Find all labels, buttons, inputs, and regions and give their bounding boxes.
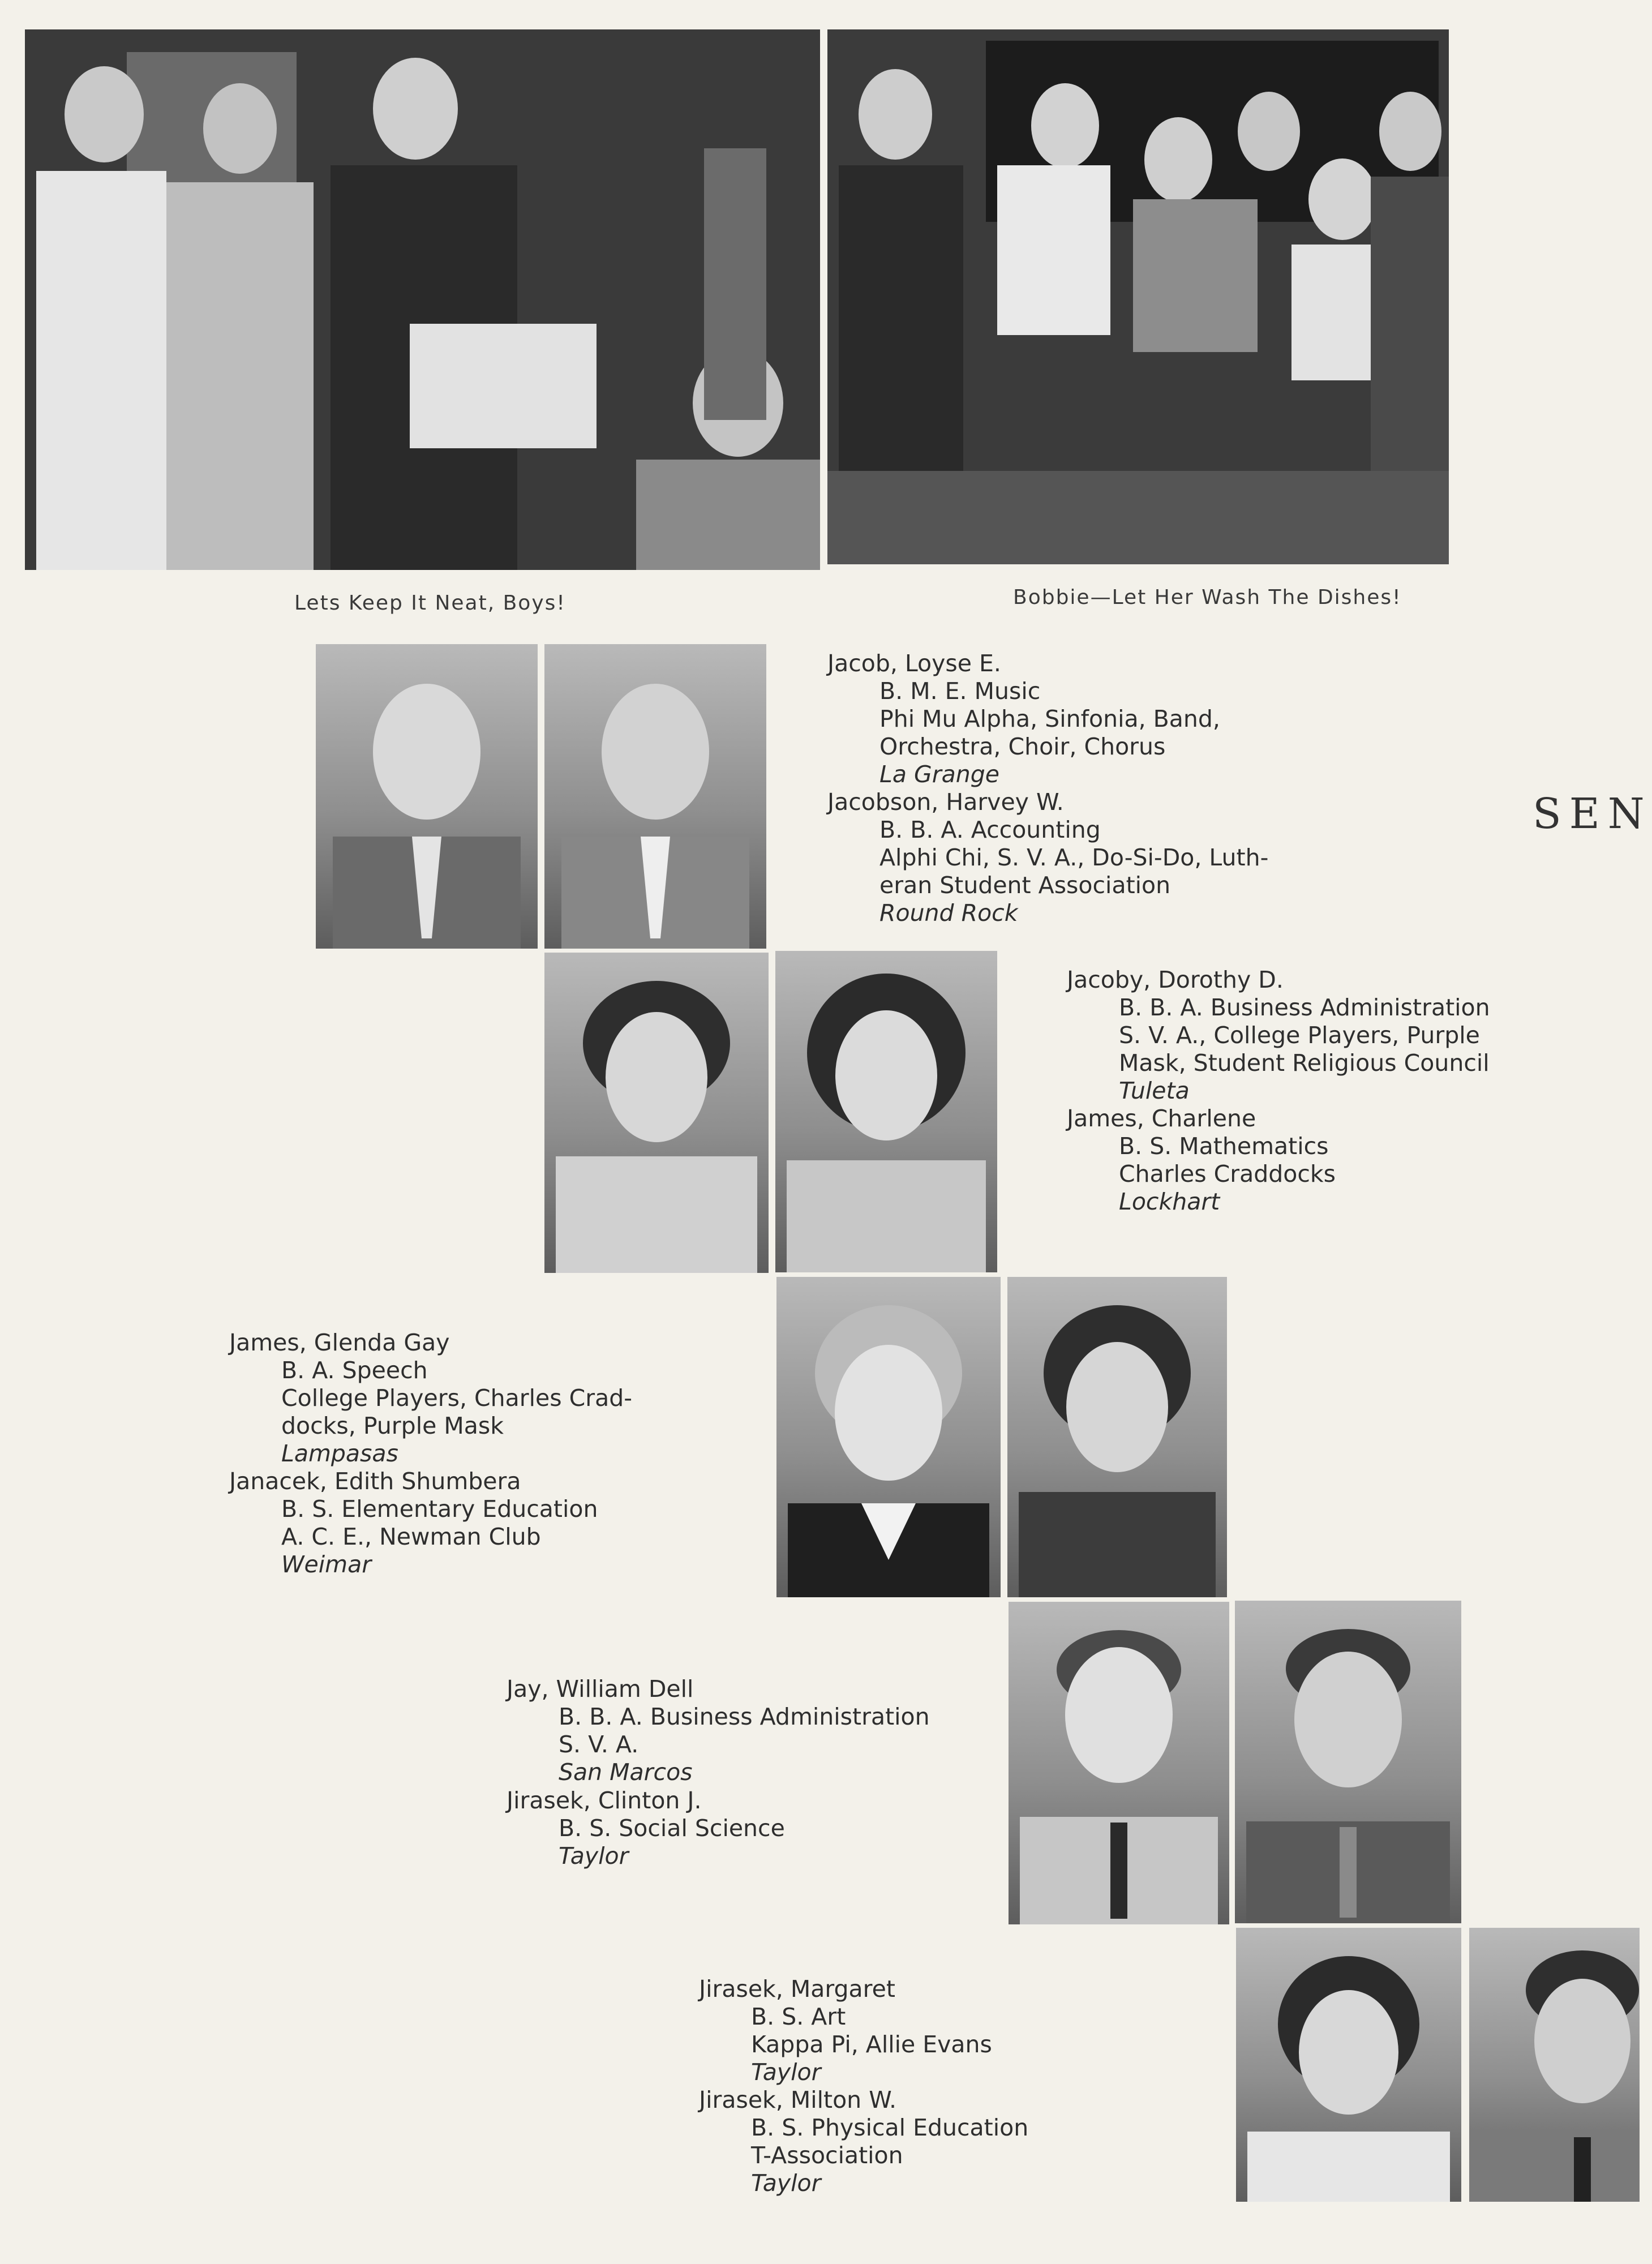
entry-activities: Phi Mu Alpha, Sinfonia, Band, (879, 705, 1220, 732)
entry-james-glenda (229, 1329, 632, 1468)
entry-activities: Alphi Chi, S. V. A., Do-Si-Do, Luth- (879, 844, 1269, 871)
entry-degree: B. S. Art (751, 2003, 846, 2030)
entry-activities: Charles Craddocks (1119, 1160, 1336, 1187)
entry-jirasek-margaret (699, 1975, 992, 2086)
portrait-jirasek-clinton (1235, 1601, 1461, 1923)
entry-name: Jirasek, Clinton J. (507, 1787, 702, 1814)
portrait-jacob-loyse (316, 644, 538, 949)
portrait-jirasek-milton (1469, 1928, 1640, 2202)
entry-town: Lampasas (281, 1440, 398, 1467)
entry-activities: eran Student Association (879, 872, 1171, 899)
entry-activities: Orchestra, Choir, Chorus (879, 733, 1166, 760)
entry-activities: S. V. A., College Players, Purple (1119, 1022, 1480, 1049)
entry-jay-william (507, 1675, 930, 1786)
entry-name: Jirasek, Margaret (699, 1975, 895, 2003)
entry-janacek-edith (229, 1468, 598, 1579)
entry-degree: B. B. A. Accounting (879, 816, 1101, 843)
candid-photo-girls (827, 29, 1449, 564)
entry-jacobson-harvey (827, 788, 1268, 927)
entry-jirasek-milton (699, 2086, 1028, 2197)
entry-activities: A. C. E., Newman Club (281, 1523, 541, 1550)
entry-degree: B. M. E. Music (879, 678, 1041, 705)
entry-degree: B. B. A. Business Administration (1119, 994, 1490, 1021)
entry-degree: B. S. Physical Education (751, 2114, 1029, 2141)
entry-degree: B. S. Mathematics (1119, 1133, 1329, 1160)
entry-town: La Grange (879, 761, 999, 788)
entry-name: Jirasek, Milton W. (699, 2086, 897, 2113)
entry-town: Weimar (281, 1551, 372, 1578)
portrait-janacek-edith (1007, 1277, 1227, 1597)
entry-name: Jacobson, Harvey W. (827, 788, 1064, 816)
entry-jacob-loyse (827, 650, 1220, 788)
entry-activities: Mask, Student Religious Council (1119, 1049, 1490, 1077)
entry-town: Taylor (559, 1842, 629, 1869)
portrait-jay-william (1009, 1602, 1229, 1924)
portrait-james-glenda (776, 1277, 1001, 1597)
entry-degree: B. B. A. Business Administration (559, 1703, 930, 1730)
entry-town: Lockhart (1119, 1188, 1220, 1215)
entry-degree: B. S. Social Science (559, 1815, 785, 1842)
entry-name: James, Glenda Gay (229, 1329, 450, 1356)
portrait-jirasek-margaret (1236, 1928, 1461, 2202)
entry-jirasek-clinton (507, 1787, 785, 1870)
entry-degree: B. A. Speech (281, 1357, 428, 1384)
entry-jacoby-dorothy (1067, 966, 1490, 1105)
entry-town: Round Rock (879, 899, 1018, 927)
entry-activities: S. V. A. (559, 1731, 639, 1758)
entry-town: Taylor (751, 2169, 821, 2197)
entry-james-charlene (1067, 1105, 1336, 1216)
portrait-james-charlene (775, 951, 997, 1272)
entry-activities: College Players, Charles Crad- (281, 1384, 633, 1412)
entry-name: Jacoby, Dorothy D. (1067, 966, 1284, 993)
entry-town: San Marcos (559, 1759, 693, 1786)
entry-name: Janacek, Edith Shumbera (229, 1468, 521, 1495)
candid-caption-girls: Bobbie—Let Her Wash The Dishes! (1013, 586, 1402, 609)
entry-town: Taylor (751, 2059, 821, 2086)
portrait-jacoby-dorothy (544, 953, 769, 1273)
entry-activities: docks, Purple Mask (281, 1412, 504, 1439)
section-heading: SEN (1533, 790, 1652, 838)
candid-caption-boys: Lets Keep It Neat, Boys! (294, 591, 566, 615)
entry-name: Jay, William Dell (507, 1675, 694, 1703)
entry-activities: Kappa Pi, Allie Evans (751, 2031, 992, 2058)
entry-town: Tuleta (1119, 1077, 1190, 1104)
entry-degree: B. S. Elementary Education (281, 1495, 598, 1523)
entry-name: Jacob, Loyse E. (827, 650, 1001, 677)
portrait-jacobson-harvey (544, 644, 766, 949)
entry-name: James, Charlene (1067, 1105, 1256, 1132)
candid-photo-boys (25, 29, 820, 570)
entry-activities: T-Association (751, 2142, 903, 2169)
